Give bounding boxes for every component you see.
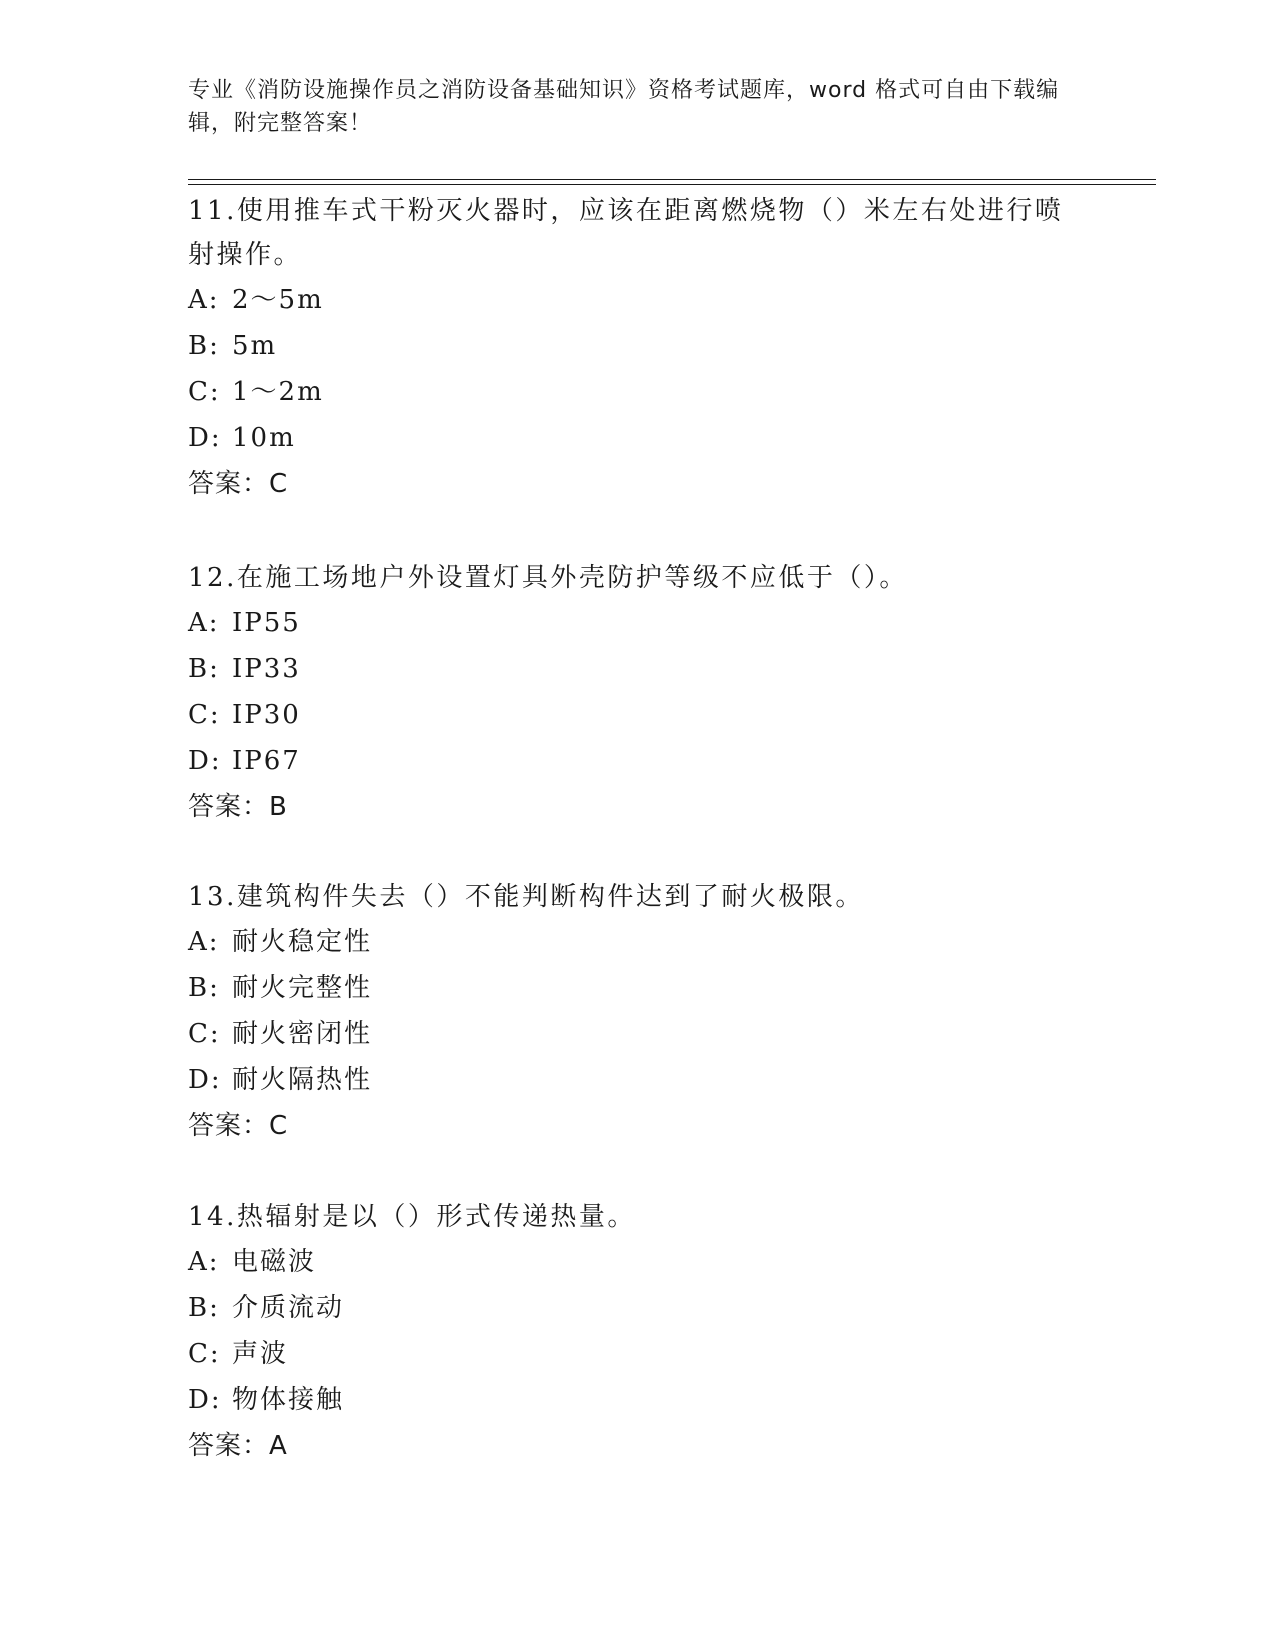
question-11: [188, 189, 1088, 507]
question-stem: 14.热辐射是以（）形式传递热量。: [188, 1202, 636, 1232]
option-text: 1～2m: [232, 377, 324, 407]
option-key: B:: [188, 654, 220, 684]
option-b: [188, 965, 1088, 1011]
option-a: [188, 277, 1088, 323]
option-key: A:: [188, 927, 220, 957]
option-key: C:: [188, 377, 221, 407]
option-c: [188, 1011, 1088, 1057]
option-b: [188, 646, 1088, 692]
option-text: 介质流动: [232, 1293, 345, 1323]
question-12: [188, 556, 1088, 830]
option-c: [188, 369, 1088, 415]
question-stem: 12.在施工场地户外设置灯具外壳防护等级不应低于（）。: [188, 563, 908, 593]
option-text: 声波: [232, 1339, 289, 1369]
option-key: A:: [188, 608, 220, 638]
option-text: 5m: [232, 331, 278, 361]
answer-line: 答案：A: [188, 1431, 288, 1461]
option-d: [188, 1377, 1088, 1423]
question-stem: 13.建筑构件失去（）不能判断构件达到了耐火极限。: [188, 882, 864, 912]
option-text: 耐火隔热性: [232, 1065, 373, 1095]
option-a: [188, 919, 1088, 965]
option-key: A:: [188, 1247, 220, 1277]
option-key: B:: [188, 973, 220, 1003]
question-stem: 11.使用推车式干粉灭火器时，应该在距离燃烧物（）米左右处进行喷射操作。: [188, 196, 1064, 270]
option-text: 耐火密闭性: [232, 1019, 373, 1049]
option-key: B:: [188, 1293, 220, 1323]
option-key: C:: [188, 1019, 221, 1049]
option-text: 耐火完整性: [232, 973, 373, 1003]
option-d: [188, 1057, 1088, 1103]
option-key: D:: [188, 423, 222, 453]
header-divider-bottom: [188, 184, 1156, 185]
option-text: IP67: [232, 746, 301, 776]
option-key: D:: [188, 1065, 222, 1095]
option-text: IP33: [232, 654, 301, 684]
option-c: [188, 692, 1088, 738]
question-14: [188, 1195, 1088, 1469]
option-text: 10m: [232, 423, 296, 453]
option-key: C:: [188, 1339, 221, 1369]
option-b: [188, 323, 1088, 369]
option-d: [188, 415, 1088, 461]
option-text: 耐火稳定性: [232, 927, 373, 957]
option-c: [188, 1331, 1088, 1377]
option-key: D:: [188, 1385, 222, 1415]
option-b: [188, 1285, 1088, 1331]
option-key: A:: [188, 285, 220, 315]
option-key: C:: [188, 700, 221, 730]
option-text: 物体接触: [232, 1385, 345, 1415]
header-divider-top: [188, 179, 1156, 180]
option-d: [188, 738, 1088, 784]
answer-line: 答案：C: [188, 1111, 289, 1141]
option-text: IP55: [232, 608, 301, 638]
answer-line: 答案：B: [188, 792, 288, 822]
option-text: 2～5m: [232, 285, 324, 315]
option-a: [188, 1239, 1088, 1285]
document-header: 专业《消防设施操作员之消防设备基础知识》资格考试题库，word 格式可自由下载编辑，附完整答案！: [188, 78, 1060, 136]
answer-line: 答案：C: [188, 469, 289, 499]
option-text: IP30: [232, 700, 301, 730]
option-text: 电磁波: [232, 1247, 317, 1277]
option-key: D:: [188, 746, 222, 776]
option-a: [188, 600, 1088, 646]
option-key: B:: [188, 331, 220, 361]
question-13: [188, 875, 1088, 1149]
